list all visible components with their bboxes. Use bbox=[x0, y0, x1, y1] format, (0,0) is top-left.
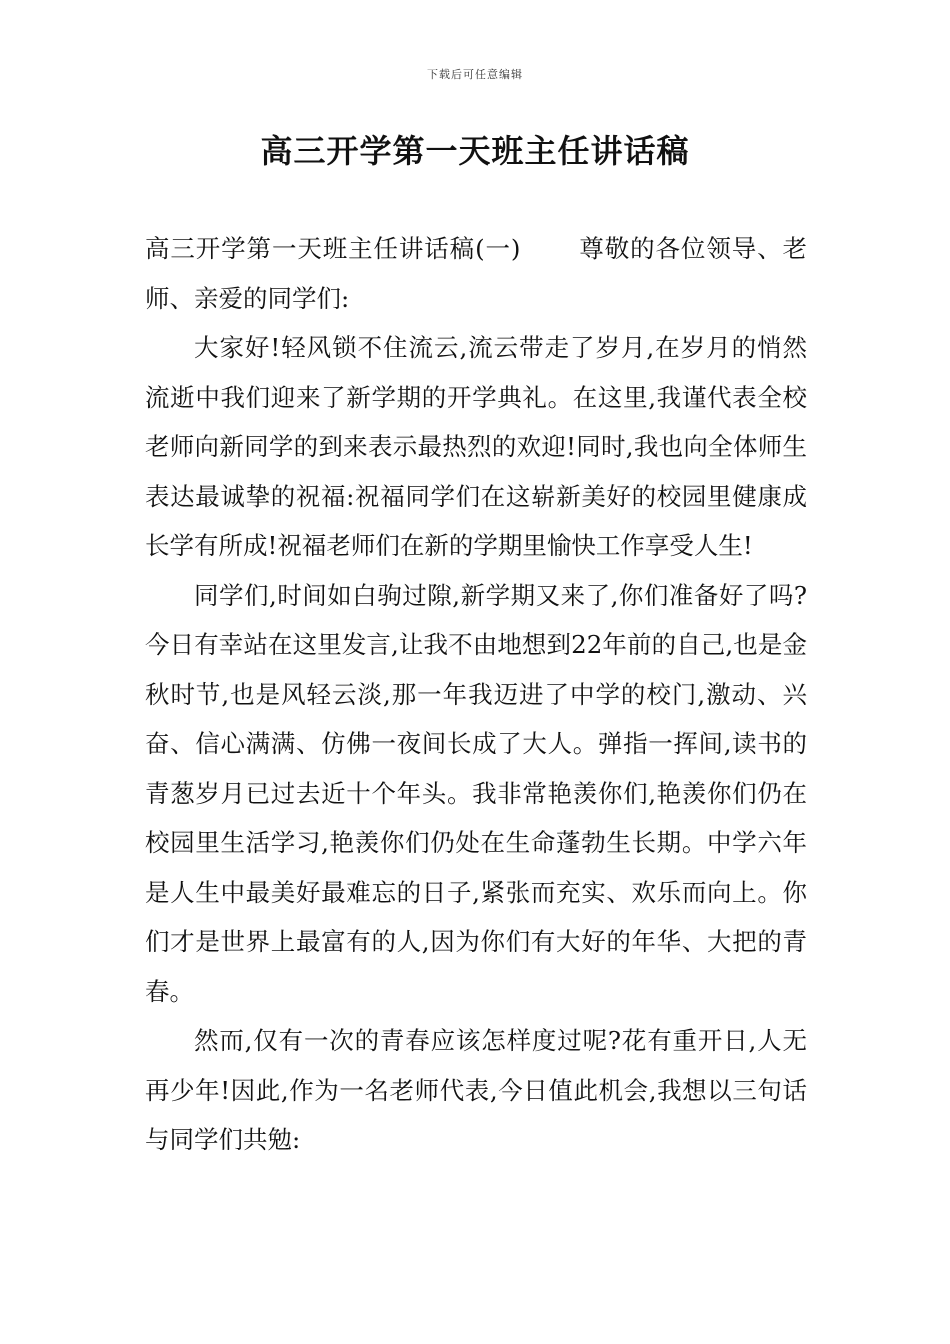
opening-paragraph bbox=[145, 224, 807, 323]
document-body bbox=[145, 224, 807, 1165]
body-paragraph-2: 同学们,时间如白驹过隙,新学期又来了,你们准备好了吗?今日有幸站在这里发言,让我不由地想到22年前的自己,也是金秋时节,也是风轻云淡,那一年我迈进了中学的校门,激动、兴奋、信心满满、仿佛一夜间长成了大人。弹指一挥间,读书的青葱岁月已过去近十个年头。我非常艳羡你们,艳羡你们仍在校园里生活学习,艳羡你们仍处在生命蓬勃生长期。中学六年是人生中最美好最难忘的日子,紧张而充实、欢乐而向上。你们才是世界上最富有的人,因为你们有大好的年华、大把的青春。 bbox=[145, 580, 807, 1006]
body-paragraph-3: 然而,仅有一次的青春应该怎样度过呢?花有重开日,人无再少年!因此,作为一名老师代表,今日值此机会,我想以三句话与同学们共勉: bbox=[145, 1026, 807, 1154]
download-note: 下载后可任意编辑 bbox=[427, 68, 523, 81]
body-paragraph-1: 大家好!轻风锁不住流云,流云带走了岁月,在岁月的悄然流逝中我们迎来了新学期的开学典礼。在这里,我谨代表全校老师向新同学的到来表示最热烈的欢迎!同时,我也向全体师生表达最诚挚的祝福:祝福同学们在这崭新美好的校园里健康成长学有所成!祝福老师们在新的学期里愉快工作享受人生! bbox=[145, 333, 807, 560]
document-subtitle: 高三开学第一天班主任讲话稿(一) bbox=[145, 234, 521, 263]
salutation: 尊敬的各位领导、老师、亲爱的同学们: bbox=[145, 234, 807, 313]
document-title: 高三开学第一天班主任讲话稿 bbox=[260, 132, 690, 170]
